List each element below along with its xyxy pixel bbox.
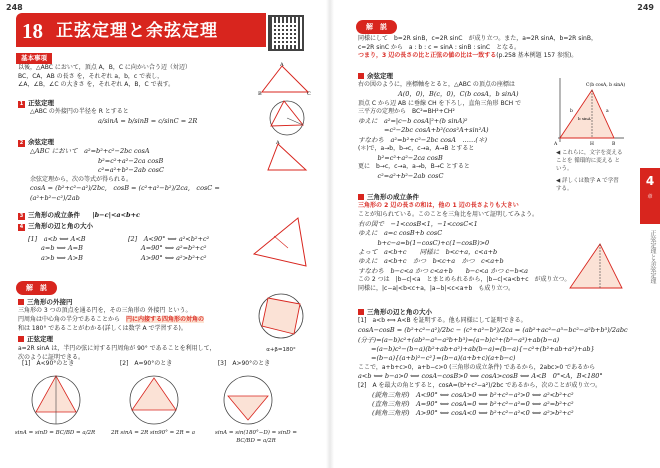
- ext-red-text: 円に内接する四角形の対角の: [126, 316, 205, 324]
- basic-tag-wrap: [16, 53, 52, 64]
- title-bar: [16, 13, 266, 47]
- inscribed-quad-figure: [252, 290, 310, 346]
- tri-title: 三角形の成立条件: [367, 193, 419, 201]
- s3-title: 三角形の成立条件: [28, 211, 80, 219]
- cos-line: ゆえに a²=|c−b cosA|²+(b sinA)²: [358, 116, 468, 125]
- svg-text:A: A: [280, 62, 284, 68]
- intro-line: BC，CA，AB の長さ を，それぞれ a，b，c で表し，: [18, 72, 164, 80]
- cases-row: [22, 360, 312, 369]
- case-label: [2] A=90°のとき: [119, 360, 173, 367]
- intro-line: 以後，△ABC において，頂点 A，B，C に向かい合う辺（対辺）: [18, 64, 191, 71]
- right-page: [330, 0, 660, 468]
- cos-title: 余弦定理: [367, 72, 393, 80]
- s2-cos: cosA = (b²+c²−a²)/2bc, cosB = (c²+a²−b²)/2ca, cosC = (a²+b²−c²)/2ab: [30, 184, 220, 202]
- cos-line: 右の図のように，座標軸をとると，△ABC の頂点の座標は: [358, 81, 515, 89]
- s4-table: [28, 235, 248, 263]
- fig-label-a: A: [554, 142, 558, 147]
- ext-line: 円周角は中心角の半分であることから: [18, 316, 121, 324]
- s2-line: b²=c²+a²−2ca cosB: [98, 156, 164, 165]
- case-label: [1] A<90°のとき: [22, 360, 75, 367]
- ext-title: 三角形の外接円: [27, 298, 73, 306]
- side-angle-line: (直角三角形) A=90° ⟺ cosA=0 ⟺ b²+c²−a²=0 ⟺ a²=b²+c²: [372, 400, 574, 409]
- case2-caption: 2R sinA = 2R sin90° = 2R = a: [111, 430, 195, 436]
- tri-line: 同様に，|c−a|<b<c+a，|a−b|<c<a+b も成り立つ。: [358, 285, 515, 293]
- top-block: [358, 35, 638, 61]
- side-angle-title: 三角形の辺と角の大小: [367, 308, 432, 316]
- svg-text:B: B: [258, 91, 262, 96]
- fig-label-bsina: b sinA: [578, 116, 591, 121]
- case-label: [3] A>90°のとき: [217, 360, 271, 367]
- ext-line: 三角形の 3 つの頂点を通る円を，その三角形の 外接円 という。: [18, 307, 192, 315]
- cos-line: 頂点 C から辺 AB に垂線 CH を下ろし，直角三角形 BCH で: [358, 99, 522, 107]
- top-line: 同様にして b=2R sinB，c=2R sinC が成り立つ。また，a=2R sinA，b=2R sinB，: [358, 35, 597, 42]
- side-angle-block: [358, 308, 648, 419]
- side-angle-line: [1] a<b ⟺ A<B を証明する。他も同様にして証明できる。: [358, 317, 527, 325]
- side-angle-line: a<b ⟺ b−a>0 ⟺ cosA−cosB>0 ⟺ cosA>cosB ⟺ A<B 0°<A，B<180°: [358, 372, 603, 381]
- cos-block: [358, 72, 558, 181]
- s3-number: 3: [19, 213, 24, 219]
- s1-number: 1: [19, 101, 24, 107]
- tri-condition-figure: [566, 238, 626, 298]
- s4-cell: [2] A<90° ⟺ a²<b²+c²: [128, 235, 210, 243]
- s2-note: 余弦定理から，次の等式が得られる。: [30, 175, 133, 183]
- s4-cell: [1] a<b ⟺ A<B: [28, 235, 86, 243]
- side-angle-line: ここで，a+b+c>0，a+b−c>0 (三角形の成立条件) であるから，2abc>0 であるから: [358, 363, 596, 371]
- tri-line: すなわち b−c<a かつ c<a+b b−c<a かつ c−b<a: [358, 266, 529, 275]
- tri-line: ゆえに a<b+c かつ b<c+a かつ c<a+b: [358, 257, 504, 266]
- cos-line: c²=a²+b²−2ab cosC: [358, 171, 444, 180]
- top-line: c=2R sinC から a : b : c = sinA : sinB : sinC となる。: [358, 43, 521, 51]
- svg-text:A: A: [276, 140, 280, 146]
- side-angle-line: cosA−cosB = (b²+c²−a²)/2bc − (c²+a²−b²)/2ca = (ab²+ac²−a³−bc²−a²b+b³)/2abc: [358, 326, 628, 335]
- s4-cell: A=90° ⟺ a²=b²+c²: [128, 244, 207, 253]
- section-number: 18: [22, 19, 43, 43]
- case1-circle-figure: [26, 372, 86, 428]
- cos-side-note: ◀ これらに，文字を変えることを 循環的に変える という。: [556, 150, 623, 172]
- intro-block: [18, 64, 258, 90]
- tri-red-text: 三角形の 2 辺の長さの和は，他の 1 辺の長さよりも大きい: [358, 202, 519, 210]
- s2-title: 余弦定理: [28, 138, 54, 146]
- top-red-line: つまり，3 辺の長さの比と正弦の値の比は一致する: [358, 52, 497, 60]
- sine-line: a=2R sinA は，半円の弦に対する円周角が 90° であることを利用して，: [18, 344, 216, 352]
- side-angle-line: [2] A を最大の角とすると，cosA=(b²+c²−a²)/2bc であるから，次のことが成り立つ。: [358, 381, 602, 389]
- ext-line: 和は 180° であることがわかる(詳しくは数学 A で学習する)。: [18, 324, 187, 332]
- s1-block: [18, 99, 197, 127]
- sine-line: 次のように証明できる。: [18, 353, 85, 361]
- tri-line: よって a<b+c 同様に b<c+a，c<a+b: [358, 248, 498, 257]
- fig-label-side-b: b: [570, 109, 573, 114]
- s2-block: [18, 138, 268, 203]
- s4-cell: A>90° ⟺ a²>b²+c²: [128, 253, 207, 262]
- fig-label-side-a: a: [606, 109, 609, 114]
- qr-code-icon[interactable]: [268, 15, 304, 51]
- page-number-left: 248: [6, 3, 23, 12]
- s1-formula: a/sinA = b/sinB = c/sinC = 2R: [98, 117, 198, 126]
- side-angle-figure: [250, 214, 310, 272]
- s2-line: c²=a²+b²−2ab cosC: [98, 166, 164, 175]
- tri-line: 右の図で −1<cosB<1，−1<cosC<1: [358, 219, 478, 228]
- side-angle-line: (分子)=(a−b)c²+(ab²−a³−a²b+b³)=(a−b)c²+(b³−a³)+ab(b−a): [358, 335, 560, 344]
- s1-title: 正弦定理: [28, 99, 54, 107]
- side-angle-line: (鈍角三角形) A>90° ⟺ cosA<0 ⟺ b²+c²−a²<0 ⟺ a²>b²+c²: [372, 409, 574, 418]
- section-title: 正弦定理と余弦定理: [56, 21, 218, 41]
- s3-block: [18, 211, 140, 232]
- case3-circle-figure: [218, 372, 278, 428]
- side-section-title: 正弦定理と余弦定理: [649, 230, 656, 284]
- case1-caption: sinA = sinD = BC/BD = a/2R: [14, 430, 96, 436]
- case3-caption: sinA = sin(180°−D) = sinD = BC/BD = a/2R: [215, 430, 297, 444]
- s1-text: △ABC の外接円の半径を R とすると: [30, 108, 129, 116]
- kaisetsu-right-wrap: [356, 20, 397, 34]
- cos-line: =c²−2bc cosA+b²(cos²A+sin²A): [358, 126, 489, 135]
- circumcircle-figure: [264, 98, 310, 138]
- intro-triangle-figure: [258, 62, 312, 96]
- fig-label-b: B: [612, 142, 616, 147]
- s2-line: △ABC において a²=b²+c²−2bc cosA: [30, 147, 150, 156]
- coordinate-figure: [552, 74, 626, 148]
- s4-number: 4: [19, 224, 24, 231]
- chapter-tab[interactable]: [640, 168, 660, 224]
- tri-line: この 2 つは |b−c|<a とまとめられるから，|b−c|<a<b+c が成り立つ。: [358, 276, 571, 284]
- fig-label-c: C(b cosA, b sinA): [586, 83, 626, 88]
- tri-line: ゆえに a=c cosB+b cosC: [358, 229, 443, 238]
- cos-line: すなわち a²=b²+c²−2bc cosA ……(＊): [358, 135, 487, 144]
- page-number-right: 249: [637, 3, 654, 12]
- basic-tag: 基本事項: [16, 53, 52, 64]
- s4-cell: a=b ⟺ A=B: [28, 244, 83, 253]
- kaisetsu-left-wrap: [16, 281, 57, 295]
- cos-line: 三平方の定理から BC²=BH²+CH²: [358, 108, 455, 116]
- cos-line: A(0，0)，B(c，0)，C(b cosA，b sinA): [398, 90, 519, 99]
- quad-caption: α+β=180°: [266, 347, 296, 353]
- chapter-number: 4: [645, 174, 655, 188]
- sine-title: 正弦定理: [27, 335, 53, 344]
- cos-line: b²=c²+a²−2ca cosB: [358, 153, 443, 162]
- cos-side-note: ◀ 詳しくは数学 A で学習する。: [556, 178, 619, 192]
- side-angle-line: =(a−b)c²−(b−a)(b²+ab+a²)+ab(b−a)=(b−a){−c²+(b²+ab+a²)+ab}: [358, 344, 595, 353]
- s3-formula: |b−c|<a<b+c: [92, 211, 140, 219]
- s4-title: 三角形の辺と角の大小: [28, 222, 93, 231]
- top-ref: (p.258 基本例題 157 参照)。: [496, 52, 578, 60]
- cos-line: (＊)で，a→b，b→c，c→a，A→B とすると: [358, 145, 475, 153]
- kaisetsu-badge-left: 解 説: [16, 281, 57, 295]
- chapter-label: 章: [647, 194, 653, 200]
- case2-circle-figure: [124, 372, 184, 428]
- fig-label-h: H: [590, 142, 594, 147]
- s2-number: 2: [19, 140, 24, 146]
- side-angle-line: (鋭角三角形) A<90° ⟺ cosA>0 ⟺ b²+c²−a²>0 ⟺ a²<b²+c²: [372, 390, 574, 399]
- tri-line: ことが知られている。このことを三角比を用いて証明してみよう。: [358, 211, 539, 219]
- intro-line: ∠A，∠B，∠C の大きさ を，それぞれ A，B，C で表す。: [18, 81, 175, 89]
- cos-line: 更に b→c，c→a，a→b，B→C とすると: [358, 163, 470, 171]
- svg-text:C: C: [307, 91, 311, 96]
- side-angle-line: =(b−a){(a+b)²−c²}=(b−a)(a+b+c)(a+b−c): [358, 354, 516, 363]
- ext-block: [18, 298, 248, 362]
- s4-cell: a>b ⟺ A>B: [28, 253, 83, 262]
- cosine-triangle-figure: [264, 140, 310, 174]
- tri-line: b+c−a=b(1−cosC)+c(1−cosB)>0: [358, 238, 490, 247]
- kaisetsu-badge-right: 解 説: [356, 20, 397, 34]
